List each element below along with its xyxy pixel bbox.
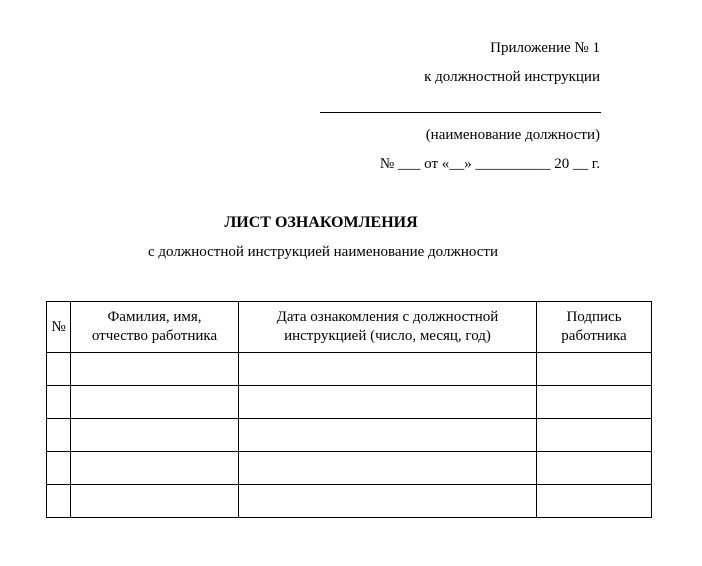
column-header-line: Фамилия, имя, bbox=[107, 309, 202, 325]
table-cell-full-name[interactable] bbox=[71, 452, 239, 485]
table-cell-date[interactable] bbox=[239, 452, 537, 485]
instruction-reference: к должностной инструкции bbox=[424, 69, 600, 85]
position-name-field[interactable] bbox=[320, 112, 601, 113]
table-cell-signature[interactable] bbox=[537, 419, 652, 452]
table-row bbox=[47, 386, 652, 419]
table-row bbox=[47, 353, 652, 386]
table-row bbox=[47, 452, 652, 485]
table-row bbox=[47, 419, 652, 452]
column-header-line: отчество работника bbox=[91, 328, 218, 344]
table-cell-full-name[interactable] bbox=[71, 485, 239, 518]
column-header-line: инструкцией (число, месяц, год) bbox=[284, 328, 491, 344]
table-row bbox=[47, 485, 652, 518]
table-cell-date[interactable] bbox=[239, 353, 537, 386]
column-header-line: Подпись bbox=[566, 309, 622, 325]
number-date-line: № ___ от «__» __________ 20 __ г. bbox=[379, 156, 600, 172]
column-header-line: работника bbox=[561, 328, 627, 344]
table-cell-signature[interactable] bbox=[537, 452, 652, 485]
acknowledgement-table bbox=[46, 301, 652, 518]
table-cell-signature[interactable] bbox=[537, 386, 652, 419]
column-header-full-name bbox=[71, 302, 239, 353]
table-cell-signature[interactable] bbox=[537, 485, 652, 518]
table-cell-number[interactable] bbox=[47, 353, 71, 386]
column-header-signature bbox=[537, 302, 652, 353]
table-header-row bbox=[47, 302, 652, 353]
column-header-date bbox=[239, 302, 537, 353]
column-header-line: № bbox=[51, 318, 66, 335]
table-cell-number[interactable] bbox=[47, 485, 71, 518]
table-cell-date[interactable] bbox=[239, 386, 537, 419]
table-cell-full-name[interactable] bbox=[71, 386, 239, 419]
table-cell-full-name[interactable] bbox=[71, 353, 239, 386]
document-title: ЛИСТ ОЗНАКОМЛЕНИЯ bbox=[224, 214, 418, 231]
table-cell-full-name[interactable] bbox=[71, 419, 239, 452]
table-cell-signature[interactable] bbox=[537, 353, 652, 386]
appendix-label: Приложение № 1 bbox=[490, 40, 600, 56]
document-subtitle: с должностной инструкцией наименование должности bbox=[148, 244, 498, 260]
position-caption: (наименование должности) bbox=[425, 127, 600, 143]
table-cell-number[interactable] bbox=[47, 386, 71, 419]
table-cell-number[interactable] bbox=[47, 452, 71, 485]
table-cell-number[interactable] bbox=[47, 419, 71, 452]
table-cell-date[interactable] bbox=[239, 485, 537, 518]
table-cell-date[interactable] bbox=[239, 419, 537, 452]
column-header-line: Дата ознакомления с должностной bbox=[276, 309, 499, 325]
column-header-number bbox=[47, 302, 71, 353]
